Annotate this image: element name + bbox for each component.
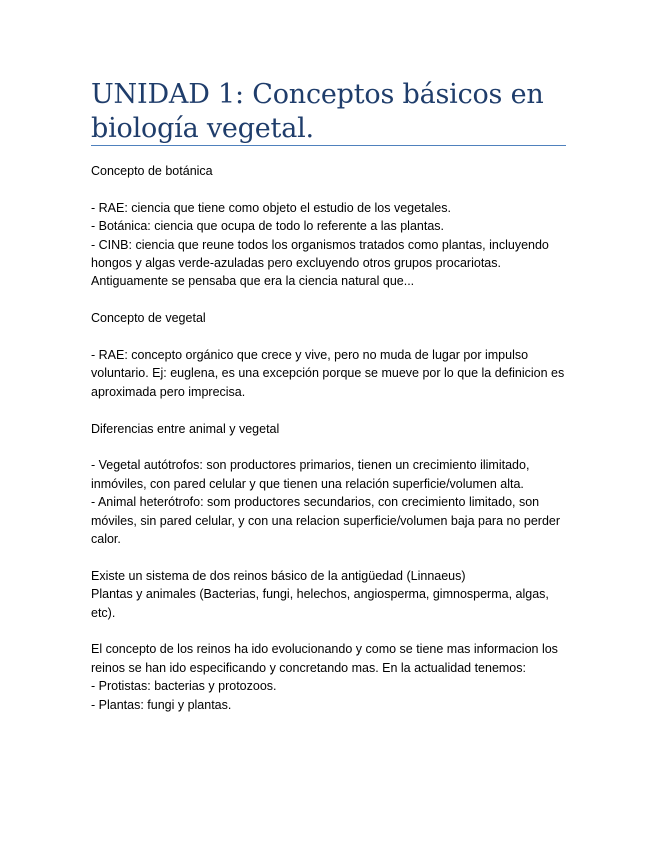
paragraph-gap (91, 548, 566, 566)
botanica-line-botanica: - Botánica: ciencia que ocupa de todo lo referente a las plantas. (91, 219, 445, 234)
botanica-line-antiguamente: Antiguamente se pensaba que era la ciencia natural que... (91, 274, 415, 289)
paragraph-gap (91, 622, 566, 640)
paragraph-gap (91, 438, 566, 456)
document-body (91, 162, 566, 714)
reinos-line-sistema: Existe un sistema de dos reinos básico de la antigüedad (Linnaeus) (91, 568, 466, 583)
diferencias-line-animal: - Animal heterótrofo: som productores secundarios, con crecimiento limitado, son móviles, sin pared celular, y con una relacion superficie/volumen baja para no perder calor. (91, 495, 561, 547)
diferencias-line-vegetal: - Vegetal autótrofos: son productores primarios, tienen un crecimiento ilimitado, inmóviles, con pared celular y que tienen una relación superficie/volumen alta. (91, 458, 530, 491)
title-underline (91, 145, 566, 146)
reinos-actual-line-intro: El concepto de los reinos ha ido evolucionando y como se tiene mas informacion los reinos se han ido especificando y concretando mas. En la actualidad tenemos: (91, 642, 558, 675)
section-heading-botanica: Concepto de botánica (91, 164, 213, 178)
botanica-line-cinb: - CINB: ciencia que reune todos los organismos tratados como plantas, incluyendo hongos y algas verde-azuladas pero excluyendo otros grupos procariotas. (91, 237, 549, 271)
reinos-actual-line-protistas: - Protistas: bacterias y protozoos. (91, 679, 277, 694)
section-heading-vegetal: Concepto de vegetal (91, 311, 206, 326)
paragraph-gap (91, 401, 566, 419)
paragraph-gap (91, 328, 566, 346)
paragraph-gap (91, 180, 566, 198)
vegetal-line-rae: - RAE: concepto orgánico que crece y vive, pero no muda de lugar por impulso voluntario. Ej: euglena, es una excepción porque se mueve por lo que la definicion es aproximada pero imprecisa. (91, 348, 565, 399)
reinos-line-plantas-animales: Plantas y animales (Bacterias, fungi, helechos, angiosperma, gimnosperma, algas, etc). (91, 587, 549, 620)
section-heading-diferencias: Diferencias entre animal y vegetal (91, 421, 280, 436)
document-title: UNIDAD 1: Conceptos básicos en biología vegetal. (91, 79, 544, 144)
botanica-line-rae: - RAE: ciencia que tiene como objeto el estudio de los vegetales. (91, 200, 451, 215)
paragraph-gap (91, 291, 566, 309)
reinos-actual-line-plantas: - Plantas: fungi y plantas. (91, 697, 232, 712)
